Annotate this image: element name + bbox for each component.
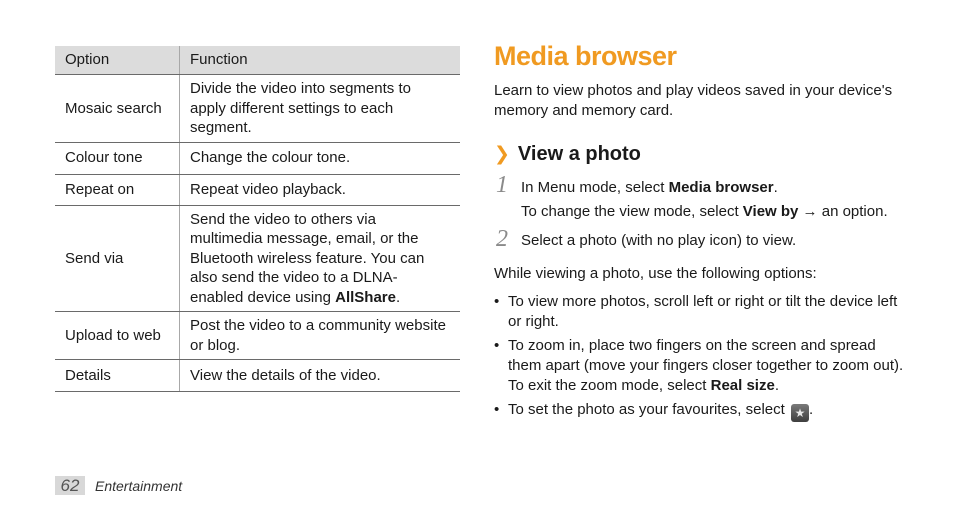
table-row: [55, 312, 460, 360]
list-item-text: To view more photos, scroll left or right or tilt the device left or right.: [508, 293, 898, 330]
function-text: Send the video to others via multimedia message, email, or the Bluetooth wireless feature. You can also send the video to a DLNA-enabled device using: [190, 210, 425, 306]
function-cell: View the details of the video.: [180, 360, 461, 392]
bullet-icon: •: [494, 401, 500, 418]
step-text-end: .: [773, 179, 778, 196]
list-item: [494, 336, 904, 396]
section-intro: Learn to view photos and play videos saved in your device's memory and memory card.: [494, 82, 893, 119]
list-item-text: To zoom in, place two fingers on the screen and spread them apart (move your fingers closer together to zoom out). To exit the zoom mode, select: [508, 337, 904, 394]
subsection-heading: [494, 143, 641, 166]
table-header-row: [55, 46, 460, 75]
list-item: [494, 400, 904, 422]
bullet-icon: •: [494, 293, 500, 310]
table-row: [55, 205, 460, 312]
menu-term: Real size: [710, 377, 775, 394]
step-number: 1: [496, 172, 508, 198]
favourite-star-icon: ★: [791, 404, 809, 422]
step-2-text: Select a photo (with no play icon) to view.: [521, 232, 797, 249]
step-text: In Menu mode, select: [521, 179, 669, 196]
function-cell: Change the colour tone.: [180, 142, 461, 174]
list-item-text: To set the photo as your favourites, select: [508, 401, 789, 418]
step-1-line-1: [521, 178, 778, 198]
table-row: [55, 360, 460, 392]
options-table: [55, 46, 460, 392]
subsection-title: View a photo: [517, 143, 641, 165]
list-item-text-end: .: [809, 401, 814, 418]
footer-section-name: Entertainment: [95, 478, 183, 494]
function-cell: [180, 205, 461, 312]
table-row: [55, 75, 460, 143]
function-text-end: .: [395, 288, 401, 306]
function-cell: Repeat video playback.: [180, 174, 461, 205]
page-number: 62: [55, 476, 85, 495]
option-cell: Send via: [55, 205, 180, 312]
menu-term: View by: [742, 203, 799, 220]
function-cell: Divide the video into segments to apply different settings to each segment.: [180, 75, 461, 143]
header-function: Function: [180, 46, 461, 75]
step-text-end: → an option.: [798, 203, 888, 220]
option-cell: Colour tone: [55, 142, 180, 174]
list-item-text-end: .: [774, 377, 779, 394]
list-item: [494, 292, 904, 332]
header-option: Option: [55, 46, 180, 75]
chevron-right-icon: ❯: [494, 144, 510, 165]
table-row: [55, 142, 460, 174]
option-cell: Details: [55, 360, 180, 392]
section-title: Media browser: [494, 41, 677, 71]
table-row: [55, 174, 460, 205]
options-list: [494, 292, 904, 426]
step-1-line-2: [521, 202, 888, 222]
options-intro: While viewing a photo, use the following options:: [494, 265, 817, 282]
function-cell: Post the video to a community website or blog.: [180, 312, 461, 360]
option-cell: Mosaic search: [55, 75, 180, 143]
allshare-term: AllShare: [335, 288, 396, 306]
bullet-icon: •: [494, 337, 500, 354]
menu-term: Media browser: [668, 179, 774, 196]
step-number: 2: [496, 226, 508, 252]
option-cell: Repeat on: [55, 174, 180, 205]
option-cell: Upload to web: [55, 312, 180, 360]
step-text: To change the view mode, select: [521, 203, 743, 220]
